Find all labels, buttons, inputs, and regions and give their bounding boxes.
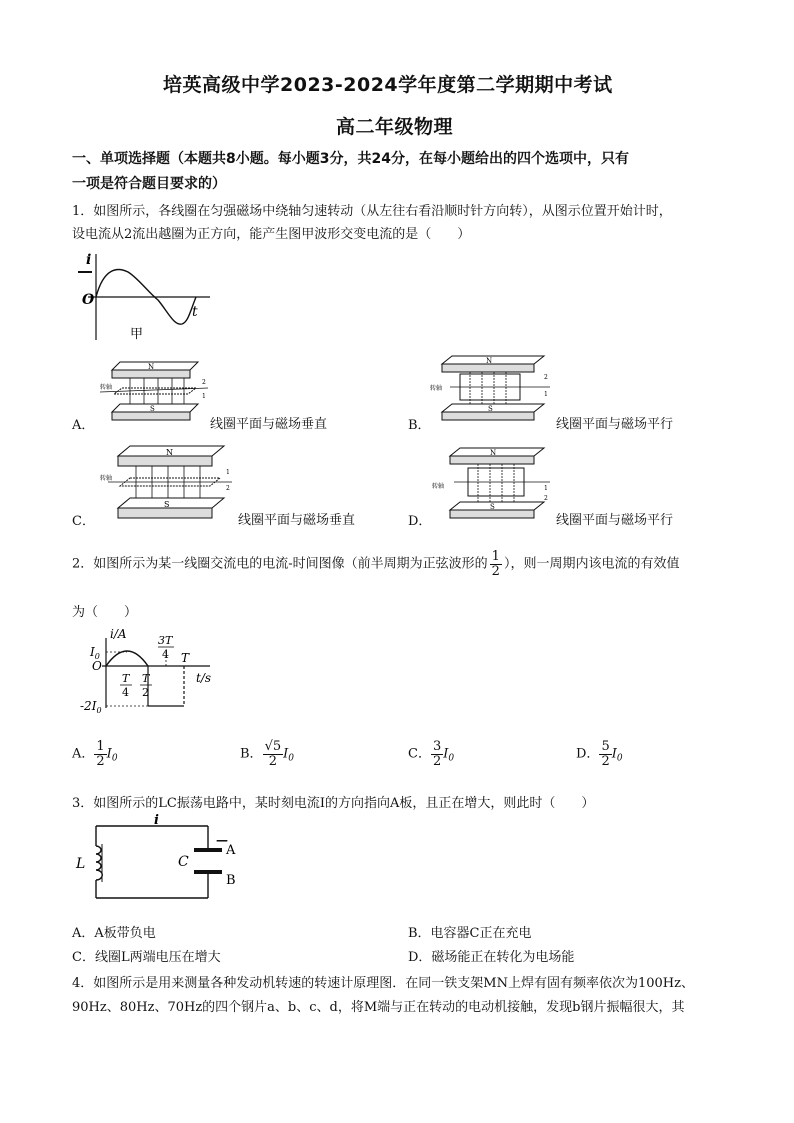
q2-graph-i0: $I_0$ — [90, 645, 100, 661]
svg-text:S: S — [488, 405, 493, 413]
q2-graph-origin: O — [92, 659, 102, 673]
q1-option-d-letter: D． — [408, 514, 432, 529]
q2-stem-post: ），则一周期内该电流的有效值 — [503, 556, 680, 572]
q2-graph-t4-den: 4 — [122, 686, 129, 699]
q2-current-time-graph — [80, 627, 220, 716]
svg-text:1: 1 — [202, 393, 206, 400]
q3-option-b: B．电容器C正在充电 — [408, 926, 532, 941]
svg-text:N: N — [148, 363, 155, 371]
q2-option-c: C． $\frac{3}{2}$ $I_0$ — [408, 739, 455, 769]
q1-graph-caption: 甲 — [130, 327, 144, 342]
q3-plate-b-label: B — [226, 873, 236, 888]
svg-text:N: N — [166, 448, 173, 457]
q1-option-b-letter: B． — [408, 418, 431, 433]
q2-stem — [72, 550, 679, 578]
section-heading: 一、单项选择题（本题共8小题。每小题3分，共24分，在每小题给出的四个选项中，只有 — [72, 151, 629, 167]
q4-stem: 4．如图所示是用来测量各种发动机转速的转速计原理图．在同一铁支架MN上焊有固有频率依次为100Hz、 — [72, 976, 694, 991]
q2-graph-ylabel: i/A — [110, 627, 127, 641]
q1-waveform-graph — [78, 252, 218, 342]
q3-inductor-label: L — [76, 856, 86, 872]
q1-graph-origin: O — [82, 292, 95, 308]
q3-option-d: D．磁场能正在转化为电场能 — [408, 950, 575, 965]
q3-minus-sign: — — [216, 833, 228, 847]
q2-graph-t34-den: 4 — [162, 648, 169, 661]
q1-option-b-caption: 线圈平面与磁场平行 — [556, 417, 674, 432]
q2-option-a: A． $\frac{1}{2}$ $I_0$ — [72, 739, 118, 769]
q2-graph-xlabel: t/s — [196, 671, 212, 685]
q3-capacitor-label: C — [178, 854, 189, 870]
svg-text:1: 1 — [226, 469, 230, 476]
q2-graph-t34-num: 3T — [158, 634, 173, 647]
q2-graph-t2-num: T — [142, 672, 150, 685]
svg-text:1: 1 — [544, 485, 548, 492]
svg-text:转轴: 转轴 — [432, 483, 445, 490]
q3-option-a: A．A板带负电 — [72, 926, 156, 941]
q2-graph-T: T — [181, 651, 190, 665]
q3-plate-a-label: A — [226, 843, 236, 858]
q3-lc-circuit — [74, 813, 254, 910]
svg-text:转轴: 转轴 — [100, 384, 113, 391]
exam-subtitle: 高二年级物理 — [336, 116, 454, 138]
q1-option-c-letter: C． — [72, 514, 95, 529]
svg-text:2: 2 — [544, 374, 548, 381]
q1-option-a-letter: A． — [72, 418, 95, 433]
svg-text:2: 2 — [226, 485, 230, 492]
q2-graph-t4-num: T — [122, 672, 130, 685]
q1-stem: 1．如图所示，各线圈在匀强磁场中绕轴匀速转动（从左往右看沿顺时针方向转），从图示位置开始计时， — [72, 204, 672, 219]
q1-stem-cont: 设电流从2流出越圈为正方向，能产生图甲波形交变电流的是（ ） — [72, 227, 471, 242]
exam-title: 培英高级中学2023-2024学年度第二学期期中考试 — [163, 74, 613, 96]
q2-option-d: D． $\frac{5}{2}$ $I_0$ — [576, 739, 623, 769]
q1-option-d-caption: 线圈平面与磁场平行 — [556, 513, 674, 528]
svg-text:N: N — [486, 357, 493, 365]
q1-graph-xlabel: t — [192, 304, 198, 320]
q3-current-label: i — [154, 813, 159, 828]
svg-text:转轴: 转轴 — [430, 385, 443, 392]
svg-text:S: S — [150, 405, 155, 413]
svg-text:S: S — [164, 500, 170, 509]
svg-text:2: 2 — [202, 379, 206, 386]
q1-option-c-caption: 线圈平面与磁场垂直 — [238, 513, 356, 528]
section-heading-cont: 一项是符合题目要求的） — [72, 176, 226, 192]
svg-text:S: S — [490, 503, 495, 511]
q2-option-b: B． $\frac{√5}{2}$ $I_0$ — [240, 739, 294, 769]
q1-option-a-caption: 线圈平面与磁场垂直 — [210, 417, 328, 432]
q1-option-d-figure — [432, 444, 552, 522]
q3-stem: 3．如图所示的LC振荡电路中，某时刻电流I的方向指向A板，且正在增大，则此时（ ） — [72, 796, 595, 811]
q1-option-c-figure — [100, 442, 235, 522]
q2-stem-pre: 2．如图所示为某一线圈交流电的电流-时间图像（前半周期为正弦波形的 — [72, 556, 488, 572]
svg-text:N: N — [490, 449, 497, 457]
q2-graph-neg: $-2I_0$ — [80, 699, 102, 715]
q2-stem-fraction: $\frac{1}{2}$ — [491, 549, 500, 579]
q2-graph-t2-den: 2 — [142, 686, 149, 699]
svg-text:2: 2 — [544, 495, 548, 502]
svg-text:1: 1 — [544, 391, 548, 398]
q4-stem-cont: 90Hz、80Hz、70Hz的四个钢片a、b、c、d，将M端与正在转动的电动机接触，发现b钢片振幅很大，其 — [72, 1000, 685, 1015]
q2-stem-cont: 为（ ） — [72, 605, 138, 620]
svg-text:转轴: 转轴 — [100, 475, 113, 482]
q1-graph-ylabel: i — [86, 252, 92, 268]
q3-option-c: C．线圈L两端电压在增大 — [72, 950, 221, 965]
q1-option-b-figure — [430, 352, 555, 426]
q1-option-a-figure — [100, 358, 210, 426]
